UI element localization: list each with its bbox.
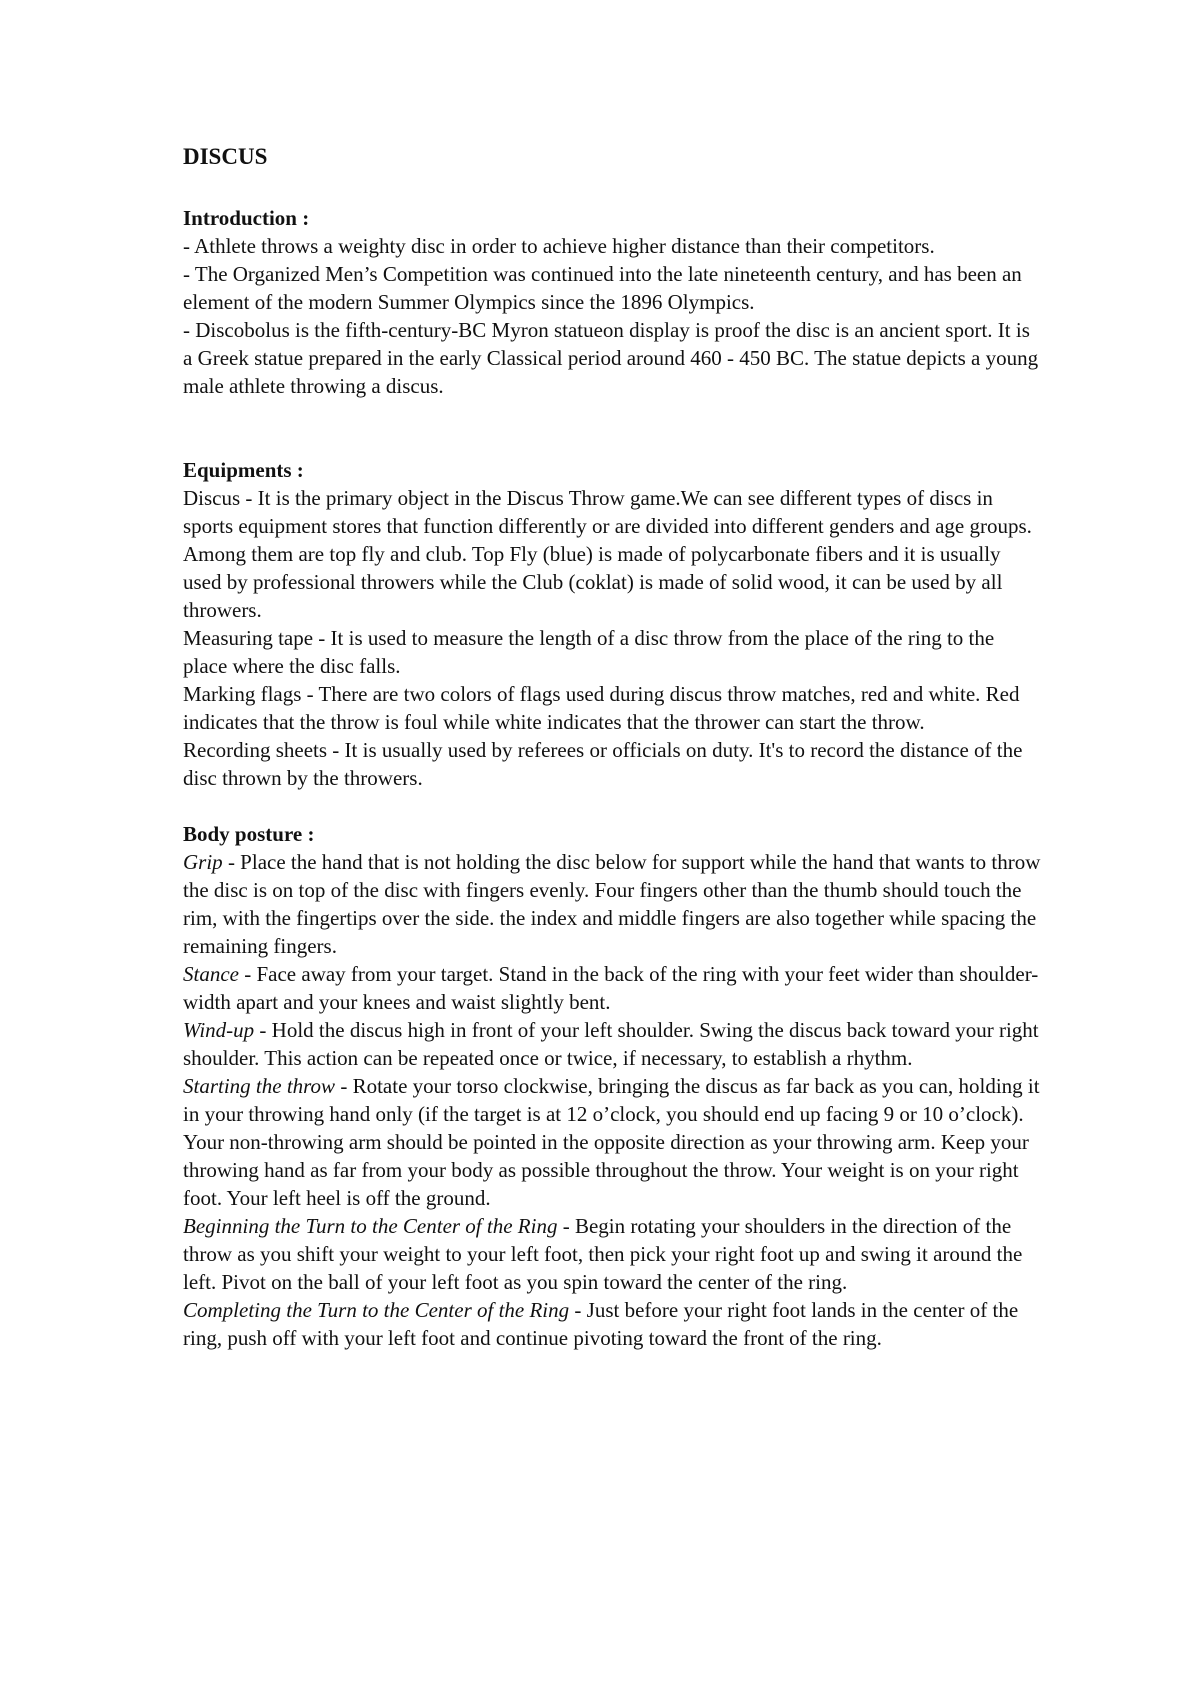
posture-description: - Begin rotating your shoulders in the direction of the throw as you shift your weight to your left foot, then pick your right foot up and swing it around the left. Pivot on the ball of your left foot as you spin toward the center of the ring. [183,1214,1023,1294]
equipments-section [183,456,1043,792]
posture-term: Wind-up [183,1018,255,1042]
equipment-term: Discus [183,486,241,510]
posture-item [183,848,1043,960]
equipment-item [183,736,1043,792]
posture-item [183,960,1043,1016]
section-spacer [183,792,1043,820]
document-title: DISCUS [183,144,268,169]
body-posture-heading: Body posture : [183,822,315,846]
posture-item [183,1296,1043,1352]
posture-item [183,1016,1043,1072]
document-page [183,142,1043,1352]
posture-term: Completing the Turn to the Center of the Ring [183,1298,570,1322]
introduction-heading: Introduction : [183,206,310,230]
equipment-item [183,680,1043,736]
posture-description: - Face away from your target. Stand in the back of the ring with your feet wider than shoulder-width apart and your knees and waist slightly bent. [183,962,1039,1014]
posture-term: Grip [183,850,223,874]
posture-term: Beginning the Turn to the Center of the Ring [183,1214,558,1238]
posture-term: Starting the throw [183,1074,336,1098]
section-spacer [183,400,1043,456]
equipment-item [183,624,1043,680]
posture-description: - Rotate your torso clockwise, bringing the discus as far back as you can, holding it in your throwing hand only (if the target is at 12 o’clock, you should end up facing 9 or 10 o’clock). Your non-throwing arm should be pointed in the opposite direction as your throwing arm. Keep your throwing hand as far from your body as possible throughout the throw. Your weight is on your right foot. Your left heel is off the ground. [183,1074,1040,1210]
posture-description: - Place the hand that is not holding the disc below for support while the hand that wants to throw the disc is on top of the disc with fingers evenly. Four fingers other than the thumb should touch the rim, with the fingertips over the side. the index and middle fingers are also together while spacing the remaining fingers. [183,850,1041,958]
equipment-item [183,484,1043,624]
posture-description: - Hold the discus high in front of your left shoulder. Swing the discus back toward your right shoulder. This action can be repeated once or twice, if necessary, to establish a rhythm. [183,1018,1039,1070]
posture-description: - Just before your right foot lands in the center of the ring, push off with your left foot and continue pivoting toward the front of the ring. [183,1298,1019,1350]
equipment-description: - It is the primary object in the Discus Throw game.We can see different types of discs in sports equipment stores that function differently or are divided into different genders and age groups. Among them are top fly and club. Top Fly (blue) is made of polycarbonate fibers and it is usually used by professional throwers while the Club (coklat) is made of solid wood, it can be used by all throwers. [183,486,1032,622]
equipment-term: Recording sheets [183,738,328,762]
equipment-description: - There are two colors of flags used during discus throw matches, red and white. Red indicates that the throw is foul while white indicates that the thrower can start the throw. [183,682,1020,734]
posture-term: Stance [183,962,239,986]
introduction-paragraph: - The Organized Men’s Competition was continued into the late nineteenth century, and has been an element of the modern Summer Olympics since the 1896 Olympics. [183,262,1022,314]
equipments-heading: Equipments : [183,458,304,482]
posture-item [183,1212,1043,1296]
posture-item [183,1072,1043,1212]
equipment-term: Measuring tape [183,626,314,650]
equipment-description: - It is usually used by referees or officials on duty. It's to record the distance of the disc thrown by the throwers. [183,738,1023,790]
introduction-paragraph: - Discobolus is the fifth-century-BC Myron statueon display is proof the disc is an ancient sport. It is a Greek statue prepared in the early Classical period around 460 - 450 BC. The statue depicts a young male athlete throwing a discus. [183,318,1039,398]
equipment-term: Marking flags [183,682,302,706]
equipment-description: - It is used to measure the length of a disc throw from the place of the ring to the place where the disc falls. [183,626,995,678]
introduction-paragraph: - Athlete throws a weighty disc in order to achieve higher distance than their competitors. [183,234,935,258]
introduction-section [183,204,1043,400]
body-posture-section [183,820,1043,1352]
